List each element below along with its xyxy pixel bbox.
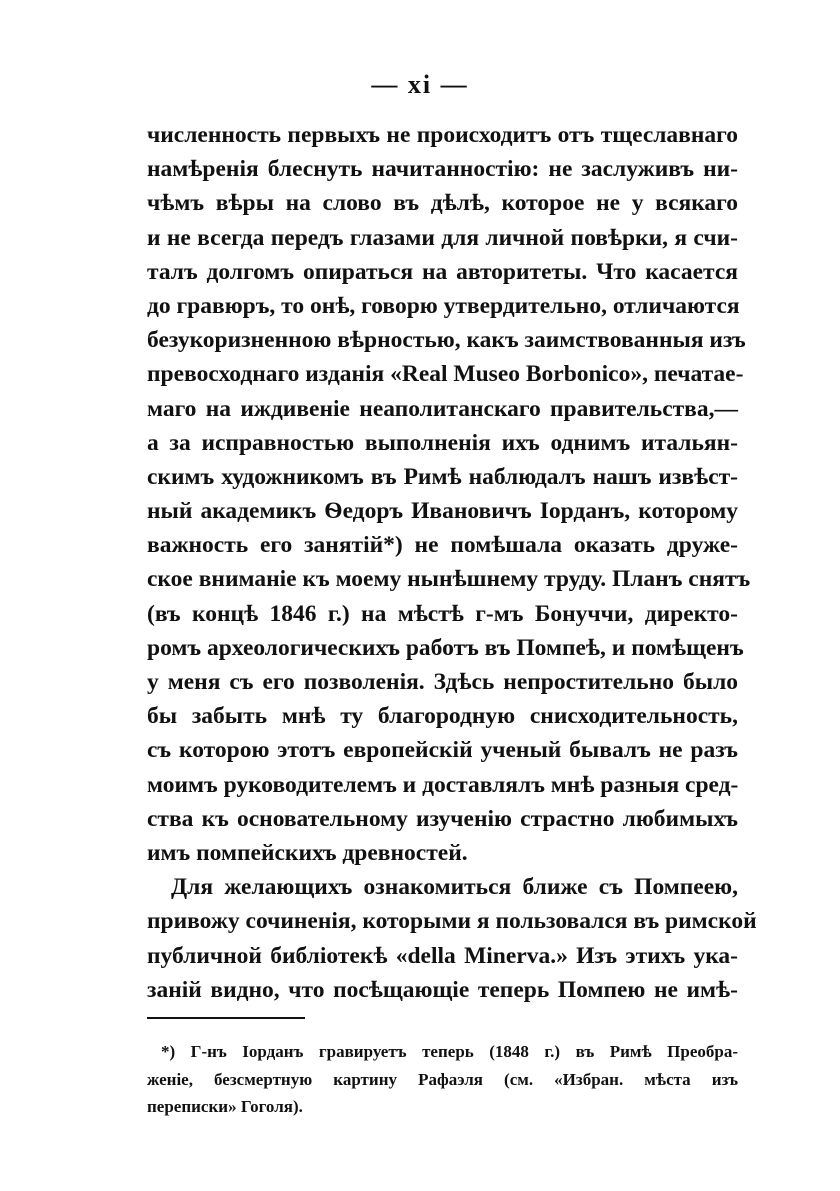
text-line: чѣмъ вѣры на слово въ дѣлѣ, которое не у всякаго <box>147 190 738 217</box>
footnote-line: *) Г-нъ Іорданъ гравируетъ теперь (1848 г.) въ Римѣ Преобра- <box>161 1042 738 1061</box>
text-line: ское вниманіе къ моему нынѣшнему труду. Планъ снятъ <box>147 566 751 593</box>
footnote-divider <box>147 1017 305 1019</box>
main-text <box>147 118 757 1007</box>
text-line: (въ концѣ 1846 г.) на мѣстѣ г-мъ Бонуччи, директо- <box>147 600 738 627</box>
text-line: до гравюръ, то онѣ, говорю утвердительно, отличаются <box>147 292 740 319</box>
text-line: имъ помпейскихъ древностей. <box>147 839 468 866</box>
text-line: численность первыхъ не происходитъ отъ тщеславнаго <box>147 122 738 148</box>
page-number: — xi — <box>371 70 469 99</box>
text-line: заній видно, что посѣщающіе теперь Помпею не имѣ- <box>147 976 738 1003</box>
text-line: намѣренія блеснуть начитанностію: не заслуживъ ни- <box>147 156 738 183</box>
text-line: ства къ основательному изученію страстно любимыхъ <box>147 805 738 832</box>
text-line: ный академикъ Ѳедоръ Ивановичъ Іорданъ, которому <box>147 498 738 525</box>
text-line: талъ долгомъ опираться на авторитеты. Что касается <box>147 258 738 285</box>
text-line: моимъ руководителемъ и доставлялъ мнѣ разныя сред- <box>147 771 739 798</box>
text-line: превосходнаго изданія «Real Museo Borbonico», печатае- <box>147 361 744 388</box>
text-line: безукоризненною вѣрностью, какъ заимствованныя изъ <box>147 327 746 354</box>
text-line: ромъ археологическихъ работъ въ Помпеѣ, и помѣщенъ <box>147 634 744 661</box>
paragraph-first-line: Для желающихъ ознакомиться ближе съ Помпеею, <box>171 874 738 901</box>
text-line: у меня съ его позволенія. Здѣсь непростительно было <box>147 669 738 695</box>
text-line: скимъ художникомъ въ Римѣ наблюдалъ нашъ извѣст- <box>147 463 738 490</box>
footnote-line: женіе, безсмертную картину Рафаэля (см. «Избран. мѣста изъ <box>147 1069 738 1089</box>
text-line: съ которою этотъ европейскій ученый бывалъ не разъ <box>147 737 738 764</box>
footnote-line: переписки» Гоголя). <box>147 1097 303 1116</box>
text-line: бы забыть мнѣ ту благородную снисходительность, <box>147 703 738 730</box>
text-line: а за исправностью выполненія ихъ однимъ итальян- <box>147 429 738 456</box>
footnote <box>147 1038 738 1121</box>
text-line: привожу сочиненія, которыми я пользовался въ римской <box>147 908 757 935</box>
text-line: маго на иждивеніе неаполитанскаго правительства,— <box>147 395 738 422</box>
text-line: важность его занятій*) не помѣшала оказать друже- <box>147 532 738 559</box>
text-line: публичной библіотекѣ «della Minerva.» Изъ этихъ ука- <box>147 942 738 969</box>
text-line: и не всегда передъ глазами для личной повѣрки, я счи- <box>147 224 738 251</box>
